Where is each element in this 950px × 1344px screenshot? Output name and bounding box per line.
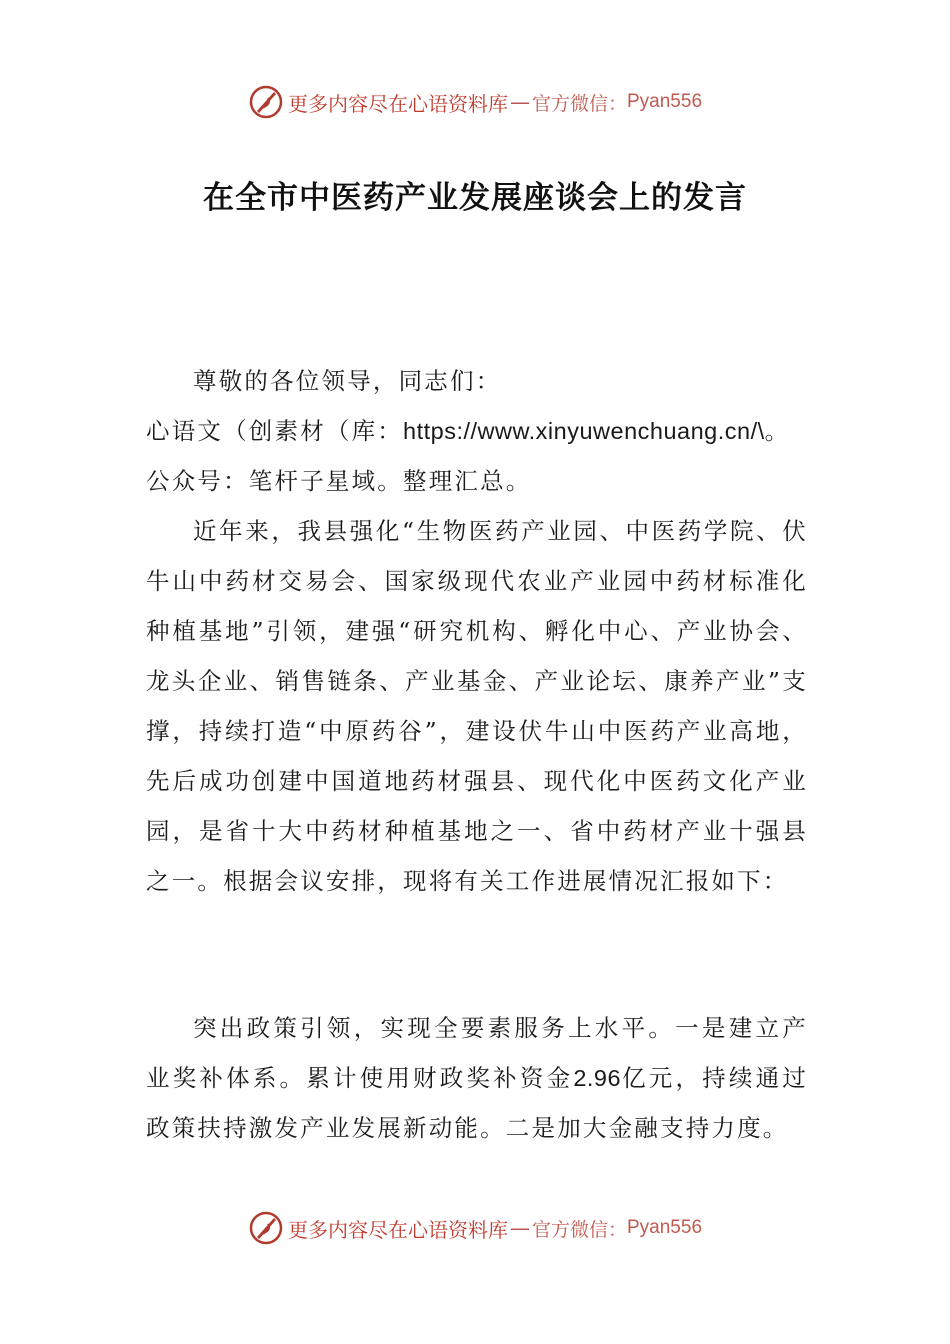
banner-separator: —	[509, 90, 530, 114]
paragraph-intro: 近年来，我县强化“生物医药产业园、中医药学院、伏牛山中药材交易会、国家级现代农业产业园中药材标准化种植基地”引领，建强“研究机构、孵化中心、产业协会、龙头企业、销售链条、产业基金、产业论坛、康养产业”支撑，持续打造“中原药谷”，建设伏牛山中医药产业高地，先后成功创建中国道地药材强县、现代化中医药文化产业园，是省十大中药材种植基地之一、省中药材产业十强县之一。根据会议安排，现将有关工作进展情况汇报如下：	[146, 517, 808, 895]
footer-banner-wechat-label: 官方微信：	[531, 1218, 627, 1241]
funding-amount: 2.96	[573, 1065, 622, 1091]
document-body	[146, 356, 808, 906]
banner-wechat-id: Pyan556	[627, 91, 703, 112]
footer-banner-text: 更多内容尽在心语资料库	[287, 1217, 508, 1242]
paragraph-policy	[146, 1003, 808, 1153]
footer-banner-wechat-id: Pyan556	[627, 1217, 703, 1238]
source-suffix: 。	[764, 417, 791, 445]
banner-wechat-label: 官方微信：	[531, 92, 627, 115]
footer-banner-separator: —	[509, 1216, 530, 1240]
salutation: 尊敬的各位领导，同志们：	[193, 367, 502, 395]
quill-logo-icon	[248, 1210, 284, 1246]
document-title: 在全市中医药产业发展座谈会上的发言	[203, 180, 747, 216]
document-body-continued	[146, 1003, 808, 1153]
source-line	[146, 406, 808, 456]
banner-text: 更多内容尽在心语资料库	[287, 91, 508, 116]
source-url-link[interactable]: https://www.xinyuwenchuang.cn/\	[403, 418, 765, 444]
footer-banner	[0, 1208, 950, 1248]
paragraph-policy-part-b: 亿元，持续通过政策扶持激发产业发展新动能。二是加大金融支持力度。	[146, 1064, 809, 1142]
paragraph-policy-part-a: 突出政策引领，实现全要素服务上水平。一是建立产业奖补体系。累计使用财政奖补资金	[146, 1014, 808, 1092]
quill-logo-icon	[248, 84, 284, 120]
header-banner	[0, 82, 950, 122]
source-line-2: 公众号：笔杆子星域。整理汇总。	[146, 467, 532, 495]
source-prefix: 心语文（创素材（库：	[146, 417, 403, 445]
